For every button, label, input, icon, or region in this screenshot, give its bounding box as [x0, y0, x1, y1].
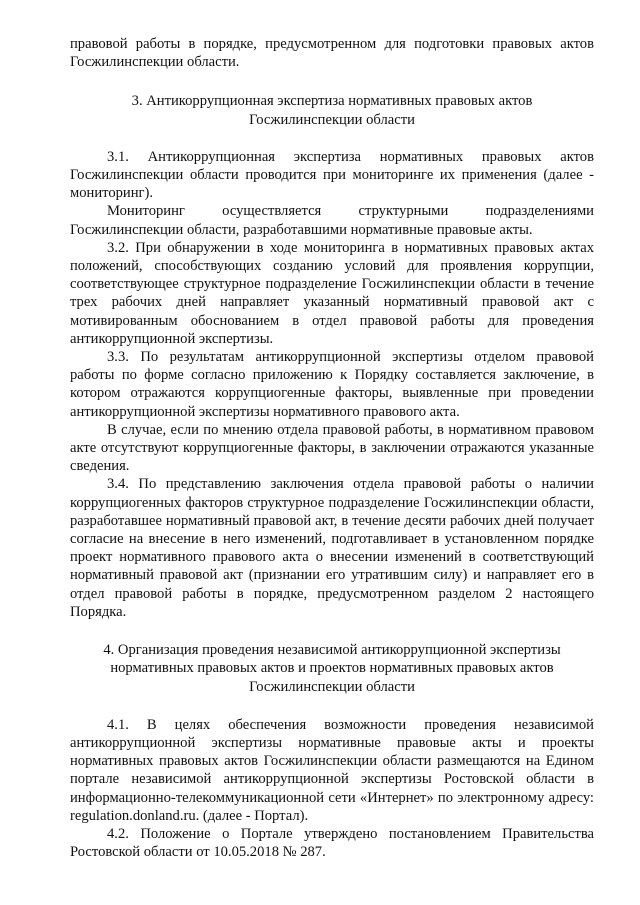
paragraph-4-2: 4.2. Положение о Портале утверждено постановлением Правительства Ростовской области от 10.05.2018 № 287.	[70, 825, 594, 861]
section-3-title-line-2: Госжилинспекции области	[249, 111, 415, 128]
paragraph-4-1: 4.1. В целях обеспечения возможности проведения независимой антикоррупционной экспертизы нормативные правовые акты и проекты нормативных правовых актов Госжилинспекции области размещаются на Едином портале независимой антикоррупционной экспертизы Ростовской области в информационно-телекоммуникационной сети «Интернет» по электронному адресу: regulation.donland.ru. (далее - Портал).	[70, 716, 594, 824]
section-3-heading	[70, 92, 594, 128]
paragraph-3-1: 3.1. Антикоррупционная экспертиза нормативных правовых актов Госжилинспекции области проводится при мониторинге их применения (далее - мониторинг).	[70, 148, 594, 202]
paragraph-3-2: 3.2. При обнаружении в ходе мониторинга в нормативных правовых актах положений, способствующих созданию условий для проявления коррупции, соответствующее структурное подразделение Госжилинспекции области в течение трех рабочих дней направляет указанный нормативный правовой акт с мотивированным обоснованием в отдел правовой работы для проведения антикоррупционной экспертизы.	[70, 239, 594, 347]
paragraph-3-3: 3.3. По результатам антикоррупционной экспертизы отделом правовой работы по форме согласно приложению к Порядку составляется заключение, в котором отражаются коррупциогенные факторы, выявленные при проведении антикоррупционной экспертизы нормативного правового акта.	[70, 349, 594, 420]
section-4-title-line-1: 4. Организация проведения независимой антикоррупционной экспертизы	[103, 642, 561, 659]
intro-paragraph: правовой работы в порядке, предусмотренном для подготовки правовых актов Госжилинспекции области.	[70, 36, 594, 71]
paragraph-3-1-monitoring: Мониторинг осуществляется структурными подразделениями Госжилинспекции области, разработавшими нормативные правовые акты.	[70, 203, 594, 238]
paragraph-3-4: 3.4. По представлению заключения отдела правовой работы о наличии коррупциогенных факторов структурное подразделение Госжилинспекции области, разработавшее нормативный правовой акт, в течение десяти рабочих дней получает согласие на внесение в него изменений, подготавливает в установленном порядке проект нормативного правового акта о внесении изменений в соответствующий нормативный правовой акт (признании его утратившим силу) и направляет его в отдел правовой работы в порядке, предусмотренном разделом 2 настоящего Порядка.	[70, 476, 594, 620]
section-4-title-line-3: Госжилинспекции области	[249, 678, 415, 695]
section-3-title-line-1: 3. Антикоррупционная экспертиза нормативных правовых актов	[131, 93, 533, 110]
paragraph-3-3-case: В случае, если по мнению отдела правовой работы, в нормативном правовом акте отсутствуют коррупциогенные факторы, в заключении отражаются указанные сведения.	[70, 421, 594, 475]
document-page	[70, 35, 594, 861]
section-4-title-line-2: нормативных правовых актов и проектов нормативных правовых актов	[110, 660, 554, 677]
section-4-heading	[70, 641, 594, 696]
